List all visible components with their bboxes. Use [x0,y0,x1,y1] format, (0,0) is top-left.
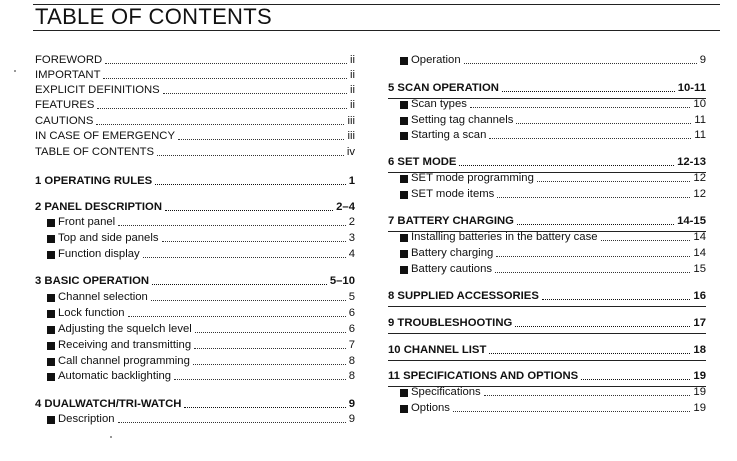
toc-page-number: 11 [694,114,706,126]
toc-entry-label: Battery cautions [411,263,493,275]
toc-page-number: iii [347,130,355,142]
toc-page-number: 9 [699,54,706,66]
toc-entry-label: SET mode programming [411,172,534,184]
toc-entry-label: Function display [58,248,140,260]
toc-page-number: 15 [693,263,706,275]
toc-subsection-entry[interactable] [35,337,355,352]
dot-leader [184,407,345,408]
toc-page-number: 14-15 [677,215,706,227]
toc-entry-label: 8 SUPPLIED ACCESSORIES [388,290,539,302]
toc-section-entry[interactable] [388,315,706,330]
square-bullet-icon [47,358,55,366]
toc-subsection-entry[interactable] [35,214,355,229]
toc-section-entry[interactable] [35,396,355,411]
toc-page-number: 5–10 [329,275,355,287]
toc-entry-label: TABLE OF CONTENTS [35,146,155,158]
scan-speck [110,436,112,438]
toc-subsection-entry[interactable] [35,368,355,383]
toc-entry-label: Setting tag channels [411,114,514,126]
toc-page-number: 9 [348,398,355,410]
toc-page-number: 2–4 [336,201,355,213]
dot-leader [502,91,675,92]
dot-leader [178,139,344,140]
toc-subsection-entry[interactable] [35,246,355,261]
toc-subsection-entry[interactable] [388,400,706,415]
toc-entry-label: Lock function [58,307,125,319]
dot-leader [96,124,344,125]
dot-leader [515,326,690,327]
toc-page-number: 4 [348,248,355,260]
toc-page-number: 12 [693,188,706,200]
toc-entry-label: Description [58,413,115,425]
toc-page-number: iv [346,146,355,158]
toc-section-entry[interactable] [35,273,355,288]
dot-leader [542,299,691,300]
toc-entry-label: Operation [411,54,461,66]
toc-subsection-entry[interactable] [388,96,706,111]
square-bullet-icon [47,251,55,259]
square-bullet-icon [400,250,408,258]
toc-page-number: 5 [348,291,355,303]
square-bullet-icon [47,235,55,243]
toc-entry-label: Installing batteries in the battery case [411,231,598,243]
dot-leader [105,63,347,64]
dot-leader [193,364,346,365]
dot-leader [97,108,347,109]
toc-subsection-entry[interactable] [388,52,706,67]
toc-page-number: 6 [348,323,355,335]
toc-section-entry[interactable] [388,342,706,357]
square-bullet-icon [400,405,408,413]
toc-subsection-entry[interactable] [35,289,355,304]
dot-leader [194,348,346,349]
toc-front-matter-entry[interactable] [35,113,355,128]
toc-section-entry[interactable] [388,213,706,228]
toc-section-entry[interactable] [388,368,706,383]
toc-page-number: ii [349,54,355,66]
square-bullet-icon [400,175,408,183]
toc-entry-label: 1 OPERATING RULES [35,175,153,187]
toc-entry-label: Starting a scan [411,129,487,141]
square-bullet-icon [400,101,408,109]
page-title: TABLE OF CONTENTS [35,4,272,29]
toc-entry-label: Call channel programming [58,355,190,367]
toc-entry-label: Scan types [411,98,467,110]
square-bullet-icon [400,117,408,125]
toc-page-number: 9 [348,413,355,425]
dot-leader [151,300,346,301]
toc-subsection-entry[interactable] [388,261,706,276]
square-bullet-icon [400,57,408,65]
toc-page-number: 8 [348,370,355,382]
toc-entry-label: 4 DUALWATCH/TRI-WATCH [35,398,182,410]
dot-leader [174,379,346,380]
toc-entry-label: SET mode items [411,188,495,200]
toc-entry-label: FOREWORD [35,54,103,66]
toc-section-entry[interactable] [35,199,355,214]
dot-leader [459,165,674,166]
dot-leader [155,184,346,185]
dot-leader [464,63,697,64]
toc-front-matter-entry[interactable] [35,52,355,67]
dot-leader [453,411,690,412]
dot-leader [495,272,690,273]
toc-page-number: 11 [694,129,706,141]
toc-page-number: 17 [693,317,706,329]
dot-leader [162,241,346,242]
dot-leader [165,210,333,211]
toc-page-number: 10-11 [677,82,706,94]
square-bullet-icon [47,294,55,302]
toc-subsection-entry[interactable] [388,127,706,142]
toc-page-number: 10 [693,98,706,110]
toc-section-entry[interactable] [35,173,355,188]
toc-entry-label: 9 TROUBLESHOOTING [388,317,513,329]
toc-subsection-entry[interactable] [388,384,706,399]
toc-entry-label: Channel selection [58,291,148,303]
toc-page-number: 14 [693,247,706,259]
toc-section-entry[interactable] [388,80,706,95]
toc-subsection-entry[interactable] [388,229,706,244]
toc-subsection-entry[interactable] [388,245,706,260]
square-bullet-icon [400,191,408,199]
toc-subsection-entry[interactable] [35,321,355,336]
toc-subsection-entry[interactable] [35,353,355,368]
toc-front-matter-entry[interactable] [35,128,355,143]
toc-page-number: 14 [693,231,706,243]
toc-subsection-entry[interactable] [35,305,355,320]
toc-subsection-entry[interactable] [35,411,355,426]
toc-entry-label: Receiving and transmitting [58,339,192,351]
toc-front-matter-entry[interactable] [35,82,355,97]
toc-entry-label: IMPORTANT [35,69,101,81]
toc-subsection-entry[interactable] [388,170,706,185]
toc-front-matter-entry[interactable] [35,67,355,82]
square-bullet-icon [47,416,55,424]
dot-leader [195,332,346,333]
toc-page-number: 12-13 [677,156,706,168]
toc-page-number: 1 [348,175,355,187]
toc-page-number: 19 [693,386,706,398]
title-bottom-rule [33,30,720,31]
toc-page-number: 16 [693,290,706,302]
square-bullet-icon [47,310,55,318]
dot-leader [143,257,346,258]
toc-front-matter-entry[interactable] [35,97,355,112]
toc-entry-label: CAUTIONS [35,115,94,127]
toc-page-number: ii [349,84,355,96]
toc-page-number: 8 [348,355,355,367]
dot-leader [516,123,691,124]
square-bullet-icon [47,326,55,334]
toc-entry-label: Adjusting the squelch level [58,323,192,335]
square-bullet-icon [400,389,408,397]
toc-entry-label: 7 BATTERY CHARGING [388,215,514,227]
dot-leader [517,224,674,225]
dot-leader [489,353,690,354]
square-bullet-icon [400,234,408,242]
toc-subsection-entry[interactable] [388,112,706,127]
toc-entry-label: Front panel [58,216,116,228]
toc-page-number: ii [349,99,355,111]
dot-leader [496,256,690,257]
square-bullet-icon [400,132,408,140]
toc-entry-label: EXPLICIT DEFINITIONS [35,84,160,96]
dot-leader [484,395,691,396]
square-bullet-icon [47,342,55,350]
toc-page-number: 2 [348,216,355,228]
toc-page-number: 6 [348,307,355,319]
toc-entry-label: 5 SCAN OPERATION [388,82,499,94]
toc-subsection-entry[interactable] [388,186,706,201]
toc-entry-label: IN CASE OF EMERGENCY [35,130,175,142]
toc-entry-label: 6 SET MODE [388,156,457,168]
dot-leader [581,379,690,380]
scan-speck [14,70,16,72]
toc-page-number: 3 [348,232,355,244]
toc-page-number: 7 [348,339,355,351]
dot-leader [163,93,347,94]
dot-leader [152,284,327,285]
dot-leader [128,316,346,317]
toc-entry-label: Battery charging [411,247,494,259]
toc-page-number: 18 [693,344,706,356]
toc-page-number: 19 [693,370,706,382]
dot-leader [537,181,691,182]
dot-leader [103,78,346,79]
square-bullet-icon [47,373,55,381]
toc-subsection-entry[interactable] [35,230,355,245]
toc-entry-label: Automatic backlighting [58,370,172,382]
dot-leader [497,197,690,198]
toc-entry-label: FEATURES [35,99,95,111]
dot-leader [489,138,691,139]
toc-entry-label: Options [411,402,450,414]
square-bullet-icon [47,219,55,227]
toc-entry-label: 3 BASIC OPERATION [35,275,150,287]
toc-entry-label: 2 PANEL DESCRIPTION [35,201,163,213]
toc-entry-label: Specifications [411,386,481,398]
toc-entry-label: Top and side panels [58,232,159,244]
toc-entry-label: 10 CHANNEL LIST [388,344,487,356]
dot-leader [601,240,691,241]
toc-page-number: 19 [693,402,706,414]
dot-leader [157,155,344,156]
square-bullet-icon [400,266,408,274]
toc-front-matter-entry[interactable] [35,144,355,159]
toc-page-number: ii [349,69,355,81]
dot-leader [118,422,346,423]
toc-section-entry[interactable] [388,288,706,303]
toc-entry-label: 11 SPECIFICATIONS AND OPTIONS [388,370,579,382]
toc-page-number: 12 [693,172,706,184]
toc-page-number: iii [347,115,355,127]
toc-section-entry[interactable] [388,154,706,169]
dot-leader [470,107,691,108]
dot-leader [118,225,346,226]
